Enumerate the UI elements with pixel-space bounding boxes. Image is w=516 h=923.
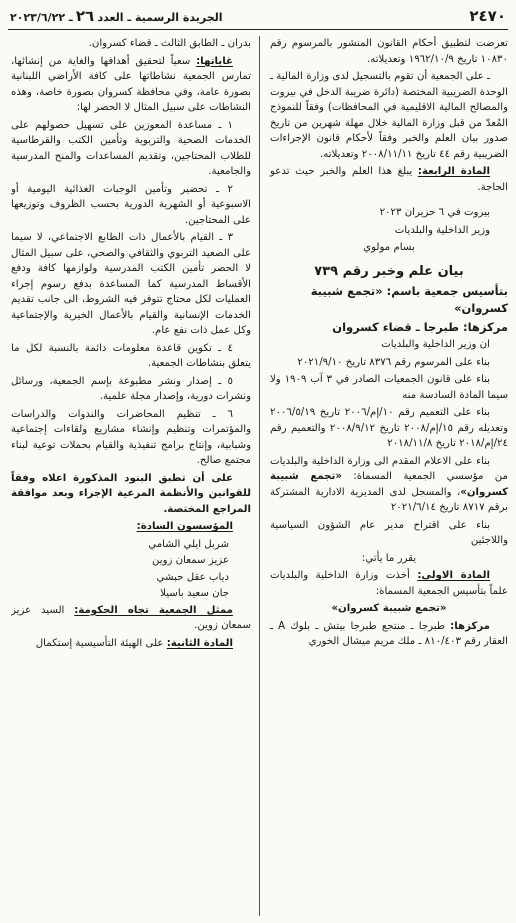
goal-item: ٥ ـ إصدار ونشر مطبوعة بإسم الجمعية، ورسائل ونشرات دورية، وإصدار مجلة علمية. [11,375,251,402]
announcement-subtitle: بتأسيس جمعية باسم: «تجمع شبيبة كسروان» [310,284,508,315]
page-number: ٢٤٧٠ [469,6,506,25]
goals-text: سعياً لتحقيق أهدافها والغاية من إنشائها، تمارس الجمعية نشاطاتها على كافة الأراضي اللبنانية بصورة عامة، وفي محافظة كسروان بصورة خاصة، وهذه النشاطات على سبيل المثال لا الحصر لها: [11,55,251,113]
right-column [264,36,508,916]
issue-date: ـ ٢٠٢٣/٦/٢٢ [10,10,73,24]
columns [8,36,508,916]
basis-line: بناء على المرسوم رقم ٨٣٧٦ تاريخ ٢٠٢١/٩/١٠ [297,356,490,368]
gazette-title: الجريدة الرسمية ـ العدد [97,10,223,24]
article-label: المادة الثانية: [166,637,233,649]
decision-line: يقرر ما يأتي: [361,552,417,564]
announcement-location: مركزها: طبرجا ـ قضاء كسروان [332,319,508,334]
basis-line: بناء على الاعلام المقدم الى وزارة الداخلية والبلديات من مؤسسي الجمعية المسماة: «تجمع شبيبة كسروان»، والمسجل لدى المديرية الادارية المشتركة برقم ٨٧١٧ تاريخ ٢٠٢١/٦/١٤ [270,455,508,514]
goal-item: ١ ـ مساعدة المعوزين على تسهيل حصولهم على الخدمات الصحية والتربوية وتأمين الكتب والقرطاسية للطلاب المحتاجين، وتقديم المساعدات والمنح المدرسية والجامعية. [11,119,251,177]
association-name: «تجمع شبيبة كسروان» [270,471,508,498]
issue-number: ٢٦ [75,6,95,25]
goals [11,54,251,116]
sign-date: بيروت في ٦ حزيران ٢٠٢٣ [379,207,490,218]
goal-item: ٣ ـ القيام بالأعمال ذات الطابع الاجتماعي، لا سيما على الصعيد التربوي والثقافي والصحي، على سبيل المثال لا الحصر تأمين الكتب المدرسية ولوازمها كافة ودفع الأقساط المدرسية كما المساعدة بدفع رسوم إجراء العمليات لكل محتاج تتوفر فيه الشروط، الى جانب تقديم الخدمات الإنسانية والقيام بالأعمال الخيرية والإجتماعية وكل عمل ذات نفع عام. [11,232,251,336]
article-text: على الهيئة التأسيسية إستكمال [35,637,164,649]
article-two [11,636,251,652]
founders-heading: المؤسسون السادة: [136,521,233,532]
basis-line: بناء على التعميم رقم ١٠/إم/٢٠٠٦ تاريخ ٢٠٠٦/٥/١٩ وتعديله رقم ١٥/إم/٢٠٠٨ تاريخ ٢٠٠٨/٩/١٢ والتعميم رقم ٢٤/إم/٢٠١٨ تاريخ ٢٠١٨/١١/٨ [270,407,508,450]
basis-line: بناء على اقتراح مدير عام الشؤون السياسية واللاجئين [270,519,508,547]
column-divider [259,36,260,916]
goal-item: ٢ ـ تحضير وتأمين الوجبات الغذائية اليومية أو الاسبوعية أو الشهرية الدورية بحسب الظروف وتوزيعها على المحتاجين. [11,183,251,226]
article-text: أخذت وزارة الداخلية والبلديات علماً بتأسيس الجمعية المسماة: [270,570,508,597]
article-label: المادة الرابعة: [417,166,490,177]
sign-name: بسام مولوي [363,242,415,253]
center-line [270,619,508,650]
basis-line: بناء على قانون الجمعيات الصادر في ٣ آب ١٩٠٩ ولا سيما المادة السادسة منه [270,374,508,401]
article-one [270,568,508,599]
article-four [270,164,508,195]
founders-list [11,537,251,602]
left-column [11,36,255,916]
center-label: مركزها: [450,620,490,632]
article-text: يبلغ هذا العلم والخبر حيث تدعو الحاجة. [270,166,508,193]
legal-note: على أن تطبق البنود المذكورة اعلاه وفقاً للقوانين والأنظمة المرعية الإجراء وبعد موافقة المراجع المختصة. [11,472,251,515]
paragraph: تعرضت لتطبيق أحكام القانون المنشور بالمرسوم رقم ١٠٨٣٠ تاريخ ١٩٦٢/١٠/٩ وتعديلاته. [270,38,508,65]
goals-label: غاياتها: [196,55,233,67]
association-name: «تجمع شبيبة كسروان» [331,603,447,615]
paragraph: بدران ـ الطابق الثالث ـ قضاء كسروان. [88,38,251,49]
founder-name: جان سعيد باسيلا [160,588,229,599]
goal-item: ٤ ـ تكوين قاعدة معلومات دائمة بالنسبة لكل ما يتعلق بنشاطات الجمعية. [11,342,251,369]
government-rep [11,603,251,634]
founder-name: عزيز سمعان زوين [152,555,229,566]
center-text: طبرجا ـ منتجع طبرجا بيتش ـ بلوك A ـ العقار رقم ٨١٠/٤٠٣ ـ ملك مريم ميشال الخوري [270,620,508,648]
founder-name: شربل ايلي الشامي [148,538,229,550]
sign-title: وزير الداخلية والبلديات [394,224,490,236]
rep-label: ممثل الجمعية تجاه الحكومة: [74,604,233,616]
gazette-title-block [10,5,223,28]
goal-item: ٦ ـ تنظيم المحاضرات والندوات والدراسات والمؤتمرات وتنظيم وإنشاء مشاريع ولقاءات إجتماعية وشبابية، وإنتاج برامج تنفيذية والقيام بحملات توعية لبناء مجتمع صالح. [11,408,251,466]
rep-text: السيد عزيز سمعان زوين. [11,604,251,631]
founder-name: دياب عقل حبشي [156,571,229,583]
article-label: المادة الاولى: [417,570,490,582]
page-header [8,6,508,30]
announcement-headline: بيان علم وخبر رقم ٧٣٩ [314,263,464,279]
intro-line: ان وزير الداخلية والبلديات [381,339,490,351]
paragraph: ـ على الجمعية أن تقوم بالتسجيل لدى وزارة المالية ـ الوحدة الضريبية المختصة (دائرة ضريبة الدخل في بيروت والمصالح المالية الاقليمية في المحافظات) وفقاً للنموذج المُعدّ من قبل وزارة المالية خلال مهلة شهرين من تاريخ صدور بيان العلم والخبر وفقاً لأحكام قانون الإجراءات الضريبية رقم ٤٤ تاريخ ٢٠٠٨/١١/١١ وتعديلاته. [270,71,508,160]
